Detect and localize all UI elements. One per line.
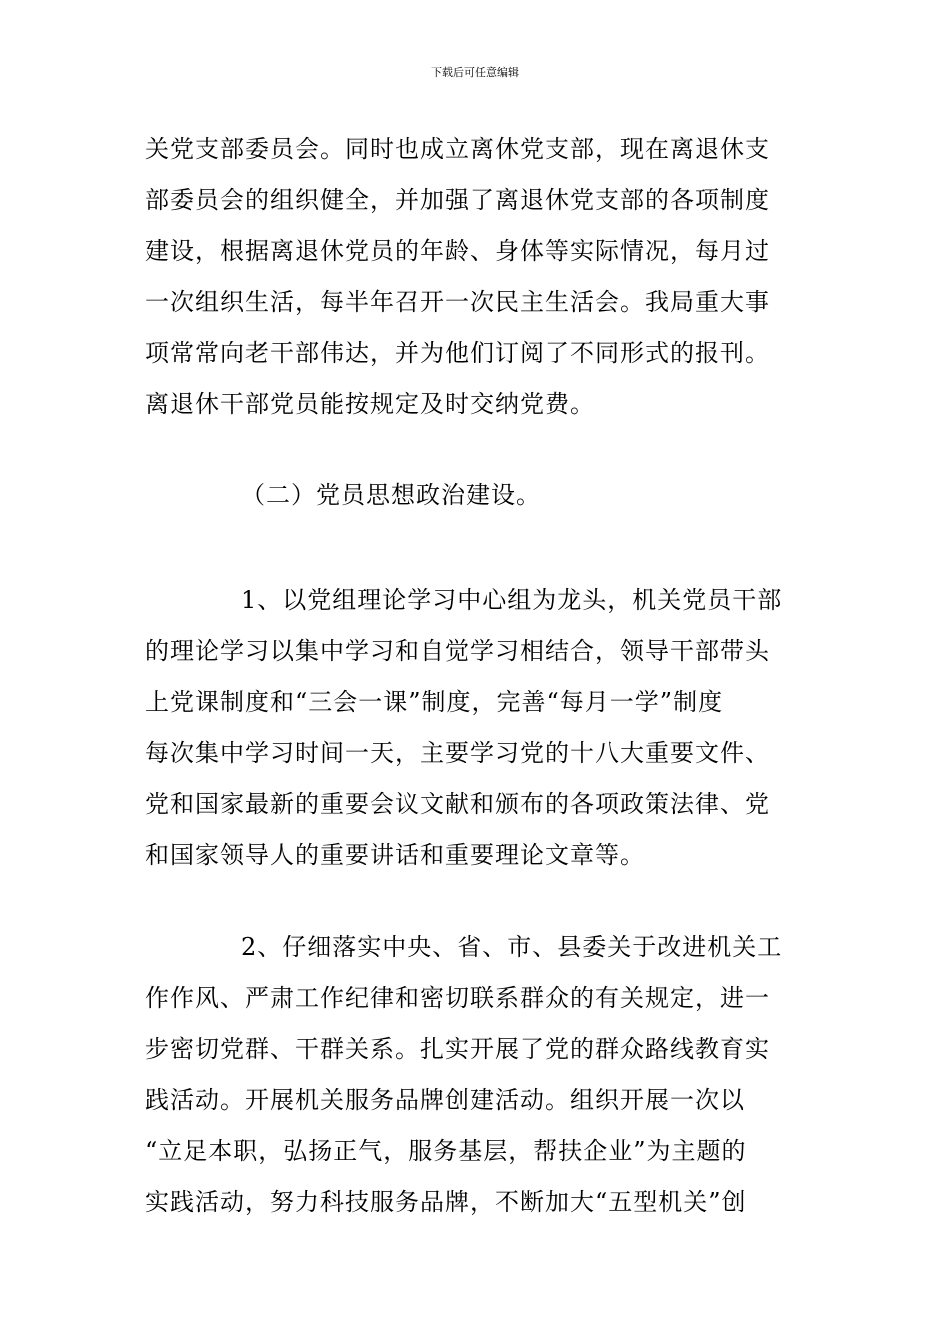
paragraph-item-2 (145, 922, 810, 1228)
text-line: 步密切党群、干群关系。扎实开展了党的群众路线教育实 (145, 1035, 770, 1063)
text-line: 项常常向老干部伟达，并为他们订阅了不同形式的报刊。 (145, 339, 770, 367)
text-line: 实践活动，努力科技服务品牌，不断加大“五型机关”创 (145, 1188, 747, 1216)
text-line: “立足本职，弘扬正气，服务基层，帮扶企业”为主题的 (145, 1137, 747, 1165)
text-line: 1、以党组理论学习中心组为龙头，机关党员干部 (241, 586, 783, 614)
text-line: 2、仔细落实中央、省、市、县委关于改进机关工 (241, 933, 783, 961)
section-heading (145, 470, 810, 521)
text-line: 党和国家最新的重要会议文献和颁布的各项政策法律、党 (145, 790, 770, 818)
text-line: 践活动。开展机关服务品牌创建活动。组织开展一次以 (145, 1086, 745, 1114)
text-line: 每次集中学习时间一天，主要学习党的十八大重要文件、 (145, 739, 770, 767)
paragraph-party-branch (145, 124, 810, 430)
page-header: 下载后可任意编辑 (431, 66, 519, 79)
paragraph-item-1 (145, 575, 810, 881)
text-line: 建设，根据离退休党员的年龄、身体等实际情况，每月过 (145, 237, 770, 265)
text-line: 离退休干部党员能按规定及时交纳党费。 (145, 390, 595, 418)
text-line: 部委员会的组织健全，并加强了离退休党支部的各项制度 (145, 186, 770, 214)
text-line: 和国家领导人的重要讲话和重要理论文章等。 (145, 841, 645, 869)
text-line: 关党支部委员会。同时也成立离休党支部，现在离退休支 (145, 135, 770, 163)
section-heading-text: （二）党员思想政治建设。 (241, 481, 541, 509)
text-line: 上党课制度和“三会一课”制度，完善“每月一学”制度 (145, 688, 724, 716)
text-line: 的理论学习以集中学习和自觉学习相结合，领导干部带头 (145, 637, 770, 665)
text-line: 作作风、严肃工作纪律和密切联系群众的有关规定，进一 (145, 984, 770, 1012)
text-line: 一次组织生活，每半年召开一次民主生活会。我局重大事 (145, 288, 770, 316)
